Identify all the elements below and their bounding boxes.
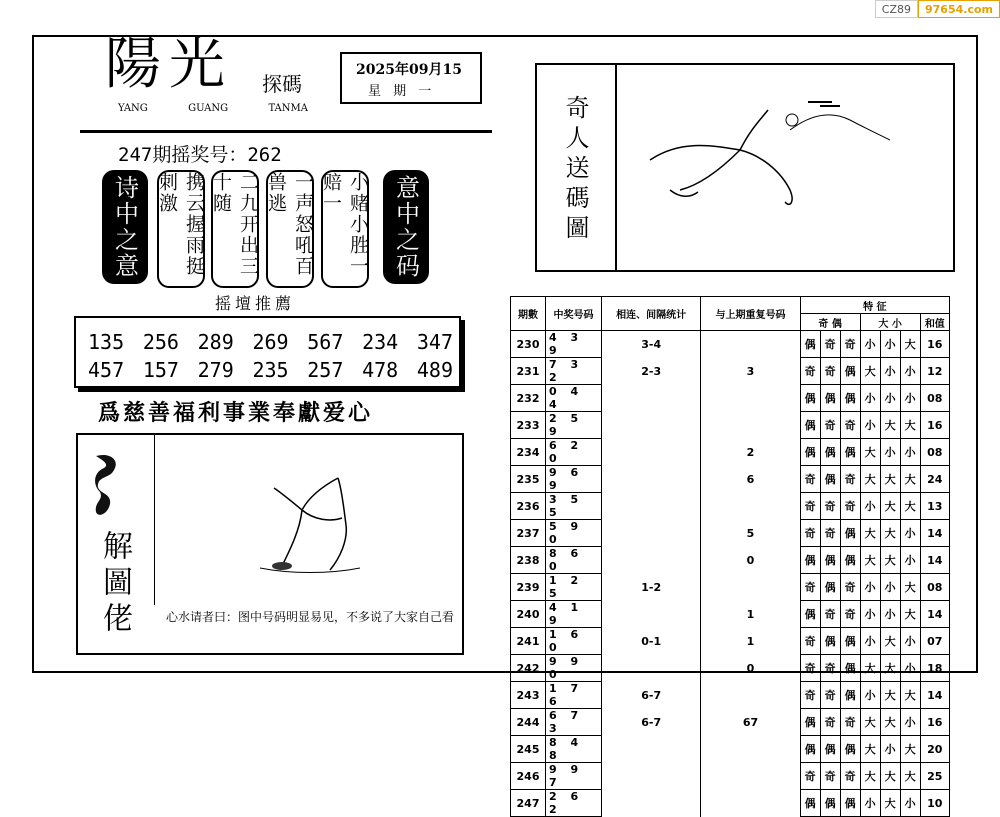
- consec-cell: [602, 763, 701, 790]
- bigsmall-cell: 小: [900, 385, 920, 412]
- sum-cell: 08: [920, 574, 949, 601]
- table-row: [511, 763, 950, 790]
- number-cell: 3 5 5: [546, 493, 602, 520]
- table-row: [511, 709, 950, 736]
- sum-cell: 16: [920, 412, 949, 439]
- bigsmall-cell: 大: [860, 763, 880, 790]
- poem-footer: 意中之码: [383, 170, 429, 284]
- bigsmall-cell: 大: [900, 601, 920, 628]
- sum-cell: 12: [920, 358, 949, 385]
- number-cell: 6 2 0: [546, 439, 602, 466]
- repeat-cell: 2: [701, 439, 800, 466]
- oddeven-cell: 奇: [800, 520, 820, 547]
- table-row: [511, 682, 950, 709]
- history-header-row: [511, 297, 950, 314]
- oddeven-cell: 偶: [840, 358, 860, 385]
- period-cell: 235: [511, 466, 546, 493]
- oddeven-cell: 奇: [800, 358, 820, 385]
- period-cell: 240: [511, 601, 546, 628]
- sum-cell: 18: [920, 655, 949, 682]
- consec-cell: 1-2: [602, 574, 701, 601]
- oddeven-cell: 偶: [820, 736, 840, 763]
- bigsmall-cell: 大: [860, 520, 880, 547]
- bigsmall-cell: 大: [880, 709, 900, 736]
- bigsmall-cell: 大: [880, 682, 900, 709]
- page-title: 陽光: [105, 32, 233, 97]
- bigsmall-cell: 小: [860, 412, 880, 439]
- oddeven-cell: 偶: [840, 790, 860, 817]
- poem-line-4: 小赌小胜一赔一: [321, 170, 369, 288]
- oddeven-cell: 偶: [820, 466, 840, 493]
- period-cell: 234: [511, 439, 546, 466]
- crane-drawing-icon: [640, 90, 900, 220]
- bigsmall-cell: 小: [900, 439, 920, 466]
- period-cell: 232: [511, 385, 546, 412]
- bigsmall-cell: 大: [880, 763, 900, 790]
- sum-cell: 10: [920, 790, 949, 817]
- table-row: [511, 439, 950, 466]
- oddeven-cell: 奇: [800, 682, 820, 709]
- table-row: [511, 493, 950, 520]
- bigsmall-cell: 大: [880, 628, 900, 655]
- jietu-label: 解圖佬: [97, 530, 132, 638]
- rec-number: 478: [362, 358, 399, 382]
- consec-cell: [602, 601, 701, 628]
- oddeven-cell: 奇: [840, 412, 860, 439]
- oddeven-cell: 偶: [800, 790, 820, 817]
- watermark-url[interactable]: 97654.com: [918, 0, 1000, 18]
- oddeven-cell: 偶: [840, 439, 860, 466]
- bigsmall-cell: 大: [880, 493, 900, 520]
- bigsmall-cell: 大: [880, 547, 900, 574]
- bigsmall-cell: 大: [880, 520, 900, 547]
- title-pinyin: [118, 103, 308, 114]
- period-cell: 241: [511, 628, 546, 655]
- oddeven-cell: 偶: [840, 385, 860, 412]
- number-cell: 9 9 7: [546, 763, 602, 790]
- consec-cell: [602, 655, 701, 682]
- number-cell: 1 7 6: [546, 682, 602, 709]
- jietu-divider: [154, 433, 155, 605]
- col-number: 中奖号码: [546, 297, 602, 331]
- oddeven-cell: 偶: [840, 655, 860, 682]
- brush-calligraphy-icon: [90, 452, 124, 522]
- rec-number: 157: [142, 358, 179, 382]
- period-cell: 231: [511, 358, 546, 385]
- number-cell: 1 2 5: [546, 574, 602, 601]
- consec-cell: [602, 790, 701, 817]
- oddeven-cell: 偶: [820, 790, 840, 817]
- bigsmall-cell: 大: [860, 439, 880, 466]
- repeat-cell: [701, 763, 800, 790]
- recommend-row-2: [88, 358, 453, 382]
- number-cell: 9 9 0: [546, 655, 602, 682]
- bigsmall-cell: 小: [900, 358, 920, 385]
- period-cell: 245: [511, 736, 546, 763]
- consec-cell: 3-4: [602, 331, 701, 358]
- watermark-code: CZ89: [875, 0, 918, 18]
- bigsmall-cell: 小: [880, 358, 900, 385]
- jietu-hint: 心水请者曰：图中号码明显易见，不多说了大家自己看: [166, 610, 455, 624]
- oddeven-cell: 奇: [820, 709, 840, 736]
- sum-cell: 16: [920, 709, 949, 736]
- repeat-cell: 1: [701, 628, 800, 655]
- consec-cell: 6-7: [602, 709, 701, 736]
- bigsmall-cell: 小: [860, 574, 880, 601]
- oddeven-cell: 偶: [840, 547, 860, 574]
- consec-cell: [602, 547, 701, 574]
- oddeven-cell: 偶: [820, 439, 840, 466]
- sum-cell: 13: [920, 493, 949, 520]
- oddeven-cell: 奇: [800, 655, 820, 682]
- oddeven-cell: 偶: [800, 331, 820, 358]
- drawn-label: 247期摇奖号：: [118, 144, 248, 166]
- bigsmall-cell: 大: [860, 466, 880, 493]
- bigsmall-cell: 小: [900, 628, 920, 655]
- table-row: [511, 520, 950, 547]
- qiren-label: 奇人送碼圖: [561, 95, 589, 245]
- repeat-cell: 6: [701, 466, 800, 493]
- oddeven-cell: 奇: [800, 493, 820, 520]
- oddeven-cell: 奇: [820, 682, 840, 709]
- bigsmall-cell: 小: [860, 601, 880, 628]
- consec-cell: 0-1: [602, 628, 701, 655]
- bigsmall-cell: 大: [860, 709, 880, 736]
- poem-line-2: 二九开出三十随: [211, 170, 259, 288]
- repeat-cell: 0: [701, 547, 800, 574]
- number-cell: 7 3 2: [546, 358, 602, 385]
- watermark[interactable]: [875, 0, 1000, 18]
- table-row: [511, 331, 950, 358]
- oddeven-cell: 奇: [840, 709, 860, 736]
- rec-number: 289: [197, 330, 234, 354]
- table-row: [511, 655, 950, 682]
- period-cell: 230: [511, 331, 546, 358]
- sum-cell: 08: [920, 439, 949, 466]
- page-subtitle: 探碼: [262, 72, 302, 96]
- bigsmall-cell: 小: [900, 655, 920, 682]
- bigsmall-cell: 大: [860, 358, 880, 385]
- bigsmall-cell: 小: [880, 574, 900, 601]
- rec-number: 135: [88, 330, 125, 354]
- repeat-cell: 5: [701, 520, 800, 547]
- consec-cell: [602, 466, 701, 493]
- consec-cell: 2-3: [602, 358, 701, 385]
- table-row: [511, 736, 950, 763]
- oddeven-cell: 偶: [840, 682, 860, 709]
- oddeven-cell: 奇: [840, 763, 860, 790]
- bigsmall-cell: 大: [900, 736, 920, 763]
- oddeven-cell: 偶: [820, 547, 840, 574]
- rec-number: 235: [252, 358, 289, 382]
- number-cell: 5 9 0: [546, 520, 602, 547]
- repeat-cell: [701, 385, 800, 412]
- bigsmall-cell: 大: [860, 547, 880, 574]
- consec-cell: [602, 736, 701, 763]
- oddeven-cell: 偶: [800, 601, 820, 628]
- oddeven-cell: 奇: [800, 628, 820, 655]
- bigsmall-cell: 小: [860, 628, 880, 655]
- recommend-row-1: [88, 330, 453, 354]
- bigsmall-cell: 大: [900, 493, 920, 520]
- repeat-cell: [701, 736, 800, 763]
- oddeven-cell: 偶: [800, 547, 820, 574]
- repeat-cell: 3: [701, 358, 800, 385]
- repeat-cell: 67: [701, 709, 800, 736]
- oddeven-cell: 偶: [820, 574, 840, 601]
- bigsmall-cell: 小: [880, 331, 900, 358]
- sum-cell: 08: [920, 385, 949, 412]
- oddeven-cell: 奇: [800, 574, 820, 601]
- recommend-label: 摇壇推薦: [215, 294, 296, 313]
- bigsmall-cell: 大: [880, 466, 900, 493]
- consec-cell: [602, 439, 701, 466]
- bigsmall-cell: 大: [880, 412, 900, 439]
- sum-cell: 14: [920, 601, 949, 628]
- number-cell: 6 7 3: [546, 709, 602, 736]
- charity-slogan: 爲慈善福利事業奉獻爱心: [98, 400, 374, 426]
- rec-number: 257: [307, 358, 344, 382]
- oddeven-cell: 奇: [800, 466, 820, 493]
- oddeven-cell: 偶: [800, 385, 820, 412]
- oddeven-cell: 奇: [820, 493, 840, 520]
- col-bigsmall: 大 小: [860, 314, 920, 331]
- drawn-number: [118, 140, 282, 167]
- repeat-cell: [701, 493, 800, 520]
- consec-cell: [602, 385, 701, 412]
- oddeven-cell: 奇: [840, 574, 860, 601]
- repeat-cell: [701, 790, 800, 817]
- oddeven-cell: 奇: [840, 601, 860, 628]
- tree-drawing-icon: [230, 470, 390, 580]
- period-cell: 238: [511, 547, 546, 574]
- table-row: [511, 574, 950, 601]
- bigsmall-cell: 大: [880, 655, 900, 682]
- oddeven-cell: 偶: [820, 385, 840, 412]
- qiren-divider: [615, 63, 617, 270]
- table-row: [511, 547, 950, 574]
- bigsmall-cell: 小: [860, 385, 880, 412]
- consec-cell: [602, 520, 701, 547]
- bigsmall-cell: 大: [900, 682, 920, 709]
- recommend-box: [74, 316, 461, 388]
- number-cell: 4 3 9: [546, 331, 602, 358]
- sum-cell: 16: [920, 331, 949, 358]
- bigsmall-cell: 小: [860, 331, 880, 358]
- oddeven-cell: 奇: [820, 601, 840, 628]
- repeat-cell: [701, 412, 800, 439]
- bigsmall-cell: 大: [860, 655, 880, 682]
- repeat-cell: [701, 574, 800, 601]
- bigsmall-cell: 小: [880, 439, 900, 466]
- bigsmall-cell: 小: [860, 682, 880, 709]
- poem-header: 诗中之意: [102, 170, 148, 284]
- date-box: [340, 52, 482, 104]
- bigsmall-cell: 大: [900, 466, 920, 493]
- number-cell: 8 4 8: [546, 736, 602, 763]
- table-row: [511, 466, 950, 493]
- rec-number: 457: [88, 358, 125, 382]
- oddeven-cell: 偶: [820, 628, 840, 655]
- oddeven-cell: 奇: [820, 520, 840, 547]
- col-oddeven: 奇 偶: [800, 314, 860, 331]
- number-cell: 0 4 4: [546, 385, 602, 412]
- table-row: [511, 628, 950, 655]
- bigsmall-cell: 大: [880, 790, 900, 817]
- bigsmall-cell: 小: [900, 547, 920, 574]
- sum-cell: 20: [920, 736, 949, 763]
- rec-number: 279: [197, 358, 234, 382]
- bigsmall-cell: 大: [900, 574, 920, 601]
- issue-weekday: 星 期 一: [368, 84, 436, 99]
- oddeven-cell: 奇: [840, 466, 860, 493]
- rec-number: 489: [416, 358, 453, 382]
- number-cell: 1 6 0: [546, 628, 602, 655]
- bigsmall-cell: 大: [900, 412, 920, 439]
- rec-number: 256: [142, 330, 179, 354]
- number-cell: 4 1 9: [546, 601, 602, 628]
- oddeven-cell: 奇: [820, 331, 840, 358]
- col-period: 期數: [511, 297, 546, 331]
- poem-line-3: 一声怒吼百兽逃: [266, 170, 314, 288]
- consec-cell: [602, 412, 701, 439]
- history-table: [510, 296, 950, 817]
- rec-number: 269: [252, 330, 289, 354]
- period-cell: 233: [511, 412, 546, 439]
- rec-number: 234: [362, 330, 399, 354]
- bigsmall-cell: 大: [900, 763, 920, 790]
- oddeven-cell: 奇: [820, 655, 840, 682]
- oddeven-cell: 偶: [840, 628, 860, 655]
- number-cell: 2 5 9: [546, 412, 602, 439]
- table-row: [511, 790, 950, 817]
- pinyin-1: YANG: [118, 103, 148, 114]
- bigsmall-cell: 小: [880, 385, 900, 412]
- col-feature: 特 征: [800, 297, 949, 314]
- bigsmall-cell: 小: [860, 493, 880, 520]
- sum-cell: 14: [920, 520, 949, 547]
- col-sum: 和值: [920, 314, 949, 331]
- oddeven-cell: 偶: [840, 520, 860, 547]
- repeat-cell: [701, 682, 800, 709]
- oddeven-cell: 偶: [840, 736, 860, 763]
- sum-cell: 14: [920, 682, 949, 709]
- period-cell: 237: [511, 520, 546, 547]
- period-cell: 247: [511, 790, 546, 817]
- bigsmall-cell: 小: [880, 601, 900, 628]
- consec-cell: 6-7: [602, 682, 701, 709]
- consec-cell: [602, 493, 701, 520]
- col-consec: 相连、间隔统计: [602, 297, 701, 331]
- oddeven-cell: 奇: [820, 358, 840, 385]
- bigsmall-cell: 小: [900, 520, 920, 547]
- drawn-value: 262: [247, 144, 282, 166]
- table-row: [511, 358, 950, 385]
- bigsmall-cell: 小: [880, 736, 900, 763]
- sum-cell: 24: [920, 466, 949, 493]
- period-cell: 236: [511, 493, 546, 520]
- sum-cell: 14: [920, 547, 949, 574]
- table-row: [511, 601, 950, 628]
- repeat-cell: [701, 331, 800, 358]
- number-cell: 8 6 0: [546, 547, 602, 574]
- repeat-cell: 1: [701, 601, 800, 628]
- bigsmall-cell: 大: [860, 736, 880, 763]
- table-row: [511, 385, 950, 412]
- number-cell: 2 6 2: [546, 790, 602, 817]
- oddeven-cell: 奇: [840, 493, 860, 520]
- oddeven-cell: 偶: [800, 709, 820, 736]
- rec-number: 567: [307, 330, 344, 354]
- bigsmall-cell: 小: [900, 790, 920, 817]
- number-cell: 9 6 9: [546, 466, 602, 493]
- bigsmall-cell: 大: [900, 331, 920, 358]
- sum-cell: 07: [920, 628, 949, 655]
- poem-line-1: 携云握雨挺刺激: [157, 170, 205, 288]
- oddeven-cell: 奇: [800, 763, 820, 790]
- oddeven-cell: 偶: [800, 736, 820, 763]
- sum-cell: 25: [920, 763, 949, 790]
- pinyin-3: TANMA: [268, 103, 308, 114]
- repeat-cell: 0: [701, 655, 800, 682]
- period-cell: 239: [511, 574, 546, 601]
- oddeven-cell: 奇: [840, 331, 860, 358]
- issue-date: 2025年09月15: [356, 62, 462, 78]
- period-cell: 246: [511, 763, 546, 790]
- pinyin-2: GUANG: [188, 103, 229, 114]
- header-divider: [80, 130, 492, 133]
- rec-number: 347: [416, 330, 453, 354]
- period-cell: 242: [511, 655, 546, 682]
- bigsmall-cell: 小: [860, 790, 880, 817]
- oddeven-cell: 奇: [820, 763, 840, 790]
- oddeven-cell: 奇: [820, 412, 840, 439]
- oddeven-cell: 偶: [800, 412, 820, 439]
- col-repeat: 与上期重复号码: [701, 297, 800, 331]
- period-cell: 243: [511, 682, 546, 709]
- table-row: [511, 412, 950, 439]
- oddeven-cell: 偶: [800, 439, 820, 466]
- bigsmall-cell: 小: [900, 709, 920, 736]
- period-cell: 244: [511, 709, 546, 736]
